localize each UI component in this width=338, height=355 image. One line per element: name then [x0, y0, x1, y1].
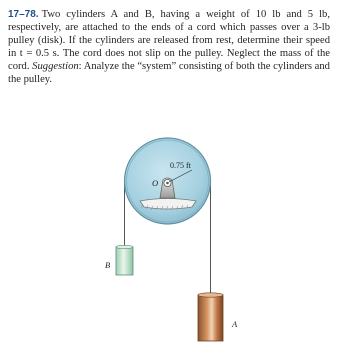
cylinder-b — [116, 245, 133, 275]
cylinder-a-label: A — [232, 319, 238, 329]
suggestion-label: Suggestion — [32, 61, 79, 73]
radius-label: 0.75 ft — [170, 161, 191, 170]
problem-number: 17–78. — [8, 9, 39, 20]
suggestion-text: : Analyze the “system” consisting of both the cylinders and the pulley. — [8, 61, 330, 86]
problem-body: Two cylinders A and B, having a weight of 10 lb and 5 lb, respectively, are attached to the ends of a cord which passes over a 3-lb pulley (disk). If the cylinders are released from rest, determine their speed in t = 0.5 s. The cord does not slip on the pulley. Neglect the mass of the cord. — [8, 9, 330, 73]
center-label: O — [152, 178, 159, 188]
cylinder-b-label: B — [105, 260, 111, 270]
cylinder-a — [198, 293, 223, 341]
